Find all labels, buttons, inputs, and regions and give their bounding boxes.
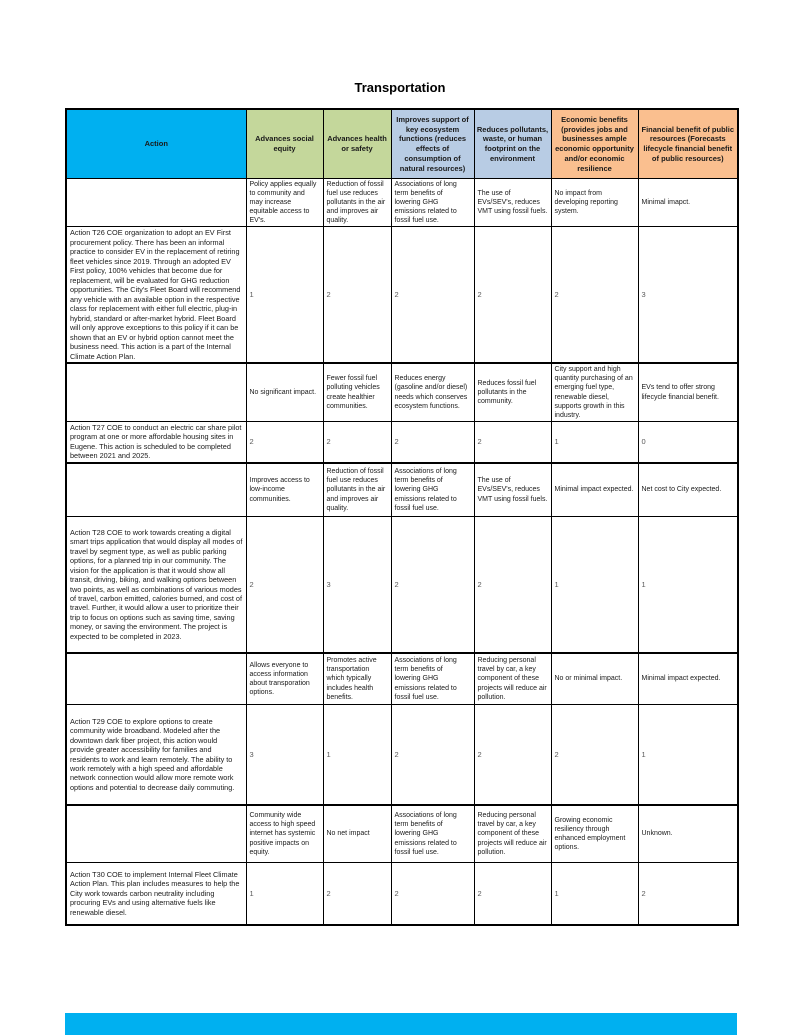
score-cell: 1 [638, 705, 738, 805]
table-body [66, 179, 738, 925]
column-header-health-safety: Advances health or safety [323, 109, 391, 179]
column-header-pollutants: Reduces pollutants, waste, or human footprint on the environment [474, 109, 551, 179]
action-row [66, 705, 738, 805]
benefit-cell: Policy applies equally to community and may increase equitable access to EV's. [246, 179, 323, 227]
score-cell: 2 [638, 863, 738, 925]
score-cell: 2 [474, 421, 551, 462]
action-row [66, 517, 738, 653]
score-cell: 2 [551, 227, 638, 363]
action-cell: Action T26 COE organization to adopt an EV First procurement policy. There has been an informal practice to consider EV in the replacement of retiring fleet vehicles since 2019. Through an adopted EV First policy, 100% vehicles that become due for replacement, will be evaluated for GHG reduction opportunities. The City's Fleet Board will recommend any vehicle with an available option in the respective class for replacement with either full electric, plug-in hybrid, standard or after-market hybrid. Fleet Board will only approve exceptions to this policy if it can be shown that an EV or hybrid option cannot meet the business need. This action is a part of the Internal Climate Action Plan. [66, 227, 246, 363]
benefit-cell: Community wide access to high speed internet has systemic positive impacts on equity. [246, 805, 323, 863]
column-header-economic: Economic benefits (provides jobs and businesses ample economic opportunity and/or economic resilience [551, 109, 638, 179]
benefit-cell: Reduction of fossil fuel use reduces pollutants in the air and improves air quality. [323, 463, 391, 517]
benefit-cell: Allows everyone to access information about transporation options. [246, 653, 323, 705]
benefit-cell: No or minimal impact. [551, 653, 638, 705]
score-cell: 2 [474, 227, 551, 363]
benefit-cell: The use of EVs/SEV's, reduces VMT using fossil fuels. [474, 463, 551, 517]
action-cell: Action T27 COE to conduct an electric car share pilot program at one or more affordable housing sites in Eugene. This action is scheduled to be completed between 2021 and 2025. [66, 421, 246, 462]
action-cell [66, 805, 246, 863]
benefit-cell: Reduces fossil fuel pollutants in the community. [474, 363, 551, 421]
benefit-cell: Reduces energy (gasoline and/or diesel) needs which conserves ecosystem functions. [391, 363, 474, 421]
benefit-cell: Minimal imapct. [638, 179, 738, 227]
benefit-cell: Associations of long term benefits of lowering GHG emissions related to fossil fuel use. [391, 463, 474, 517]
action-row [66, 227, 738, 363]
action-cell: Action T28 COE to work towards creating a digital smart trips application that would display all modes of travel by segment type, as well as public parking options, for a planned trip in our community. The vision for the application is that it would show all transit, driving, biking, and walking options between two points, as well as combinations of various modes of travel, carbon emitted, calories burned, and cost of travel. Further, it would allow a user to prioritize their trip to focus on options such as saving time, saving money, or saving the environment. The project is expected to be completed in 2023. [66, 517, 246, 653]
benefit-cell: Net cost to City expected. [638, 463, 738, 517]
score-cell: 1 [246, 863, 323, 925]
benefit-cell: No significant impact. [246, 363, 323, 421]
benefit-cell: Associations of long term benefits of lowering GHG emissions related to fossil fuel use. [391, 653, 474, 705]
score-cell: 2 [474, 517, 551, 653]
benefit-row [66, 805, 738, 863]
benefit-cell: Associations of long term benefits of lowering GHG emissions related to fossil fuel use. [391, 179, 474, 227]
score-cell: 1 [551, 517, 638, 653]
score-cell: 2 [474, 863, 551, 925]
benefit-cell: City support and high quantity purchasing of an emerging fuel type, renewable diesel, supports growth in this industry. [551, 363, 638, 421]
score-cell: 2 [246, 517, 323, 653]
benefit-cell: EVs tend to offer strong lifecycle financial benefit. [638, 363, 738, 421]
action-cell [66, 653, 246, 705]
score-cell: 2 [323, 863, 391, 925]
next-table-header-strip [65, 1013, 737, 1035]
benefit-cell: Growing economic resiliency through enhanced employment options. [551, 805, 638, 863]
benefit-cell: Minimal impact expected. [638, 653, 738, 705]
benefit-cell: Associations of long term benefits of lowering GHG emissions related to fossil fuel use. [391, 805, 474, 863]
benefit-row [66, 179, 738, 227]
score-cell: 0 [638, 421, 738, 462]
benefit-cell: Fewer fossil fuel polluting vehicles create healthier communities. [323, 363, 391, 421]
action-cell: Action T30 COE to implement Internal Fleet Climate Action Plan. This plan includes measures to help the City work towards carbon neutrality including procuring EVs and using alternative fuels like renewable diesel. [66, 863, 246, 925]
benefit-row [66, 653, 738, 705]
benefit-row [66, 463, 738, 517]
benefit-cell: Minimal impact expected. [551, 463, 638, 517]
score-cell: 2 [391, 863, 474, 925]
page-title: Transportation [354, 80, 446, 95]
benefit-cell: Reducing personal travel by car, a key component of these projects will reduce air pollution. [474, 805, 551, 863]
benefit-cell: Reduction of fossil fuel use reduces pollutants in the air and improves air quality. [323, 179, 391, 227]
score-cell: 2 [323, 421, 391, 462]
score-cell: 1 [638, 517, 738, 653]
action-row [66, 863, 738, 925]
score-cell: 2 [323, 227, 391, 363]
score-cell: 2 [391, 517, 474, 653]
score-cell: 3 [638, 227, 738, 363]
score-cell: 3 [246, 705, 323, 805]
score-cell: 2 [474, 705, 551, 805]
column-header-financial: Financial benefit of public resources (Forecasts lifecycle financial benefit of public resources) [638, 109, 738, 179]
action-cell [66, 463, 246, 517]
column-header-ecosystem: Improves support of key ecosystem functions (reduces effects of consumption of natural resources) [391, 109, 474, 179]
benefit-cell: Improves access to low-income communities. [246, 463, 323, 517]
score-cell: 1 [551, 421, 638, 462]
action-cell [66, 179, 246, 227]
action-cell: Action T29 COE to explore options to create community wide broadband. Modeled after the downtown dark fiber project, this action would provide greater accessibility for families and residents to work and learn remotely. The ability to work remotely with a high speed and affordable network connection would allow more remote work options and potential to decrease daily commuting. [66, 705, 246, 805]
header-row [66, 109, 738, 179]
score-cell: 3 [323, 517, 391, 653]
score-cell: 1 [551, 863, 638, 925]
benefit-cell: No impact from developing reporting system. [551, 179, 638, 227]
benefit-cell: No net impact [323, 805, 391, 863]
transportation-table [65, 108, 739, 926]
column-header-social-equity: Advances social equity [246, 109, 323, 179]
benefit-cell: Reducing personal travel by car, a key component of these projects will reduce air pollution. [474, 653, 551, 705]
action-row [66, 421, 738, 462]
benefit-cell: The use of EVs/SEV's, reduces VMT using fossil fuels. [474, 179, 551, 227]
benefit-cell: Promotes active transportation which typically includes health benefits. [323, 653, 391, 705]
column-header-action: Action [66, 109, 246, 179]
action-cell [66, 363, 246, 421]
score-cell: 1 [246, 227, 323, 363]
benefit-row [66, 363, 738, 421]
score-cell: 2 [391, 705, 474, 805]
score-cell: 1 [323, 705, 391, 805]
benefit-cell: Unknown. [638, 805, 738, 863]
score-cell: 2 [551, 705, 638, 805]
score-cell: 2 [246, 421, 323, 462]
score-cell: 2 [391, 227, 474, 363]
score-cell: 2 [391, 421, 474, 462]
